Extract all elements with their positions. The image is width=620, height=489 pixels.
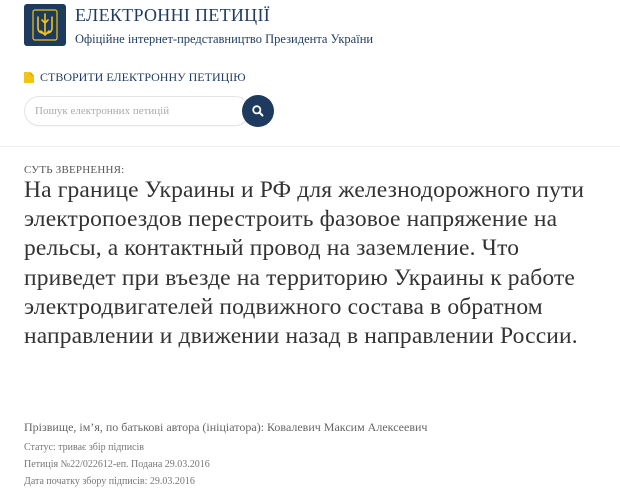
document-icon xyxy=(24,72,34,83)
search-button[interactable] xyxy=(242,95,274,127)
trident-coat-of-arms-icon[interactable] xyxy=(24,4,66,46)
search-bar xyxy=(24,96,274,128)
petition-status: Статус: триває збір підписів xyxy=(24,442,145,453)
site-title[interactable]: ЕЛЕКТРОННІ ПЕТИЦІЇ xyxy=(75,5,271,25)
search-icon xyxy=(251,104,265,118)
site-subtitle: Офіційне інтернет-представництво Президента України xyxy=(75,32,374,46)
divider xyxy=(0,146,620,147)
petition-start-date: Дата початку збору підписів: 29.03.2016 xyxy=(24,476,195,487)
petition-author: Прізвище, ім’я, по батькові автора (ініціатора): Ковалевич Максим Алексеевич xyxy=(24,420,428,434)
petition-number: Петиція №22/022612-еп. Подана 29.03.2016 xyxy=(24,459,210,470)
create-petition-label: СТВОРИТИ ЕЛЕКТРОННУ ПЕТИЦІЮ xyxy=(40,70,246,84)
site-header xyxy=(24,4,373,47)
search-input[interactable] xyxy=(24,96,250,126)
section-label: СУТЬ ЗВЕРНЕННЯ: xyxy=(24,164,125,176)
petition-text: На границе Украины и РФ для железнодорожного пути электропоездов перестроить фазовое напряжение на рельсы, а контактный провод на заземление. Что приведет при въезде на территорию Украины к работе электродвигателей подвижного состава в обратном направлении и движении назад в направлении России. xyxy=(24,177,585,350)
create-petition-link[interactable] xyxy=(24,70,246,85)
